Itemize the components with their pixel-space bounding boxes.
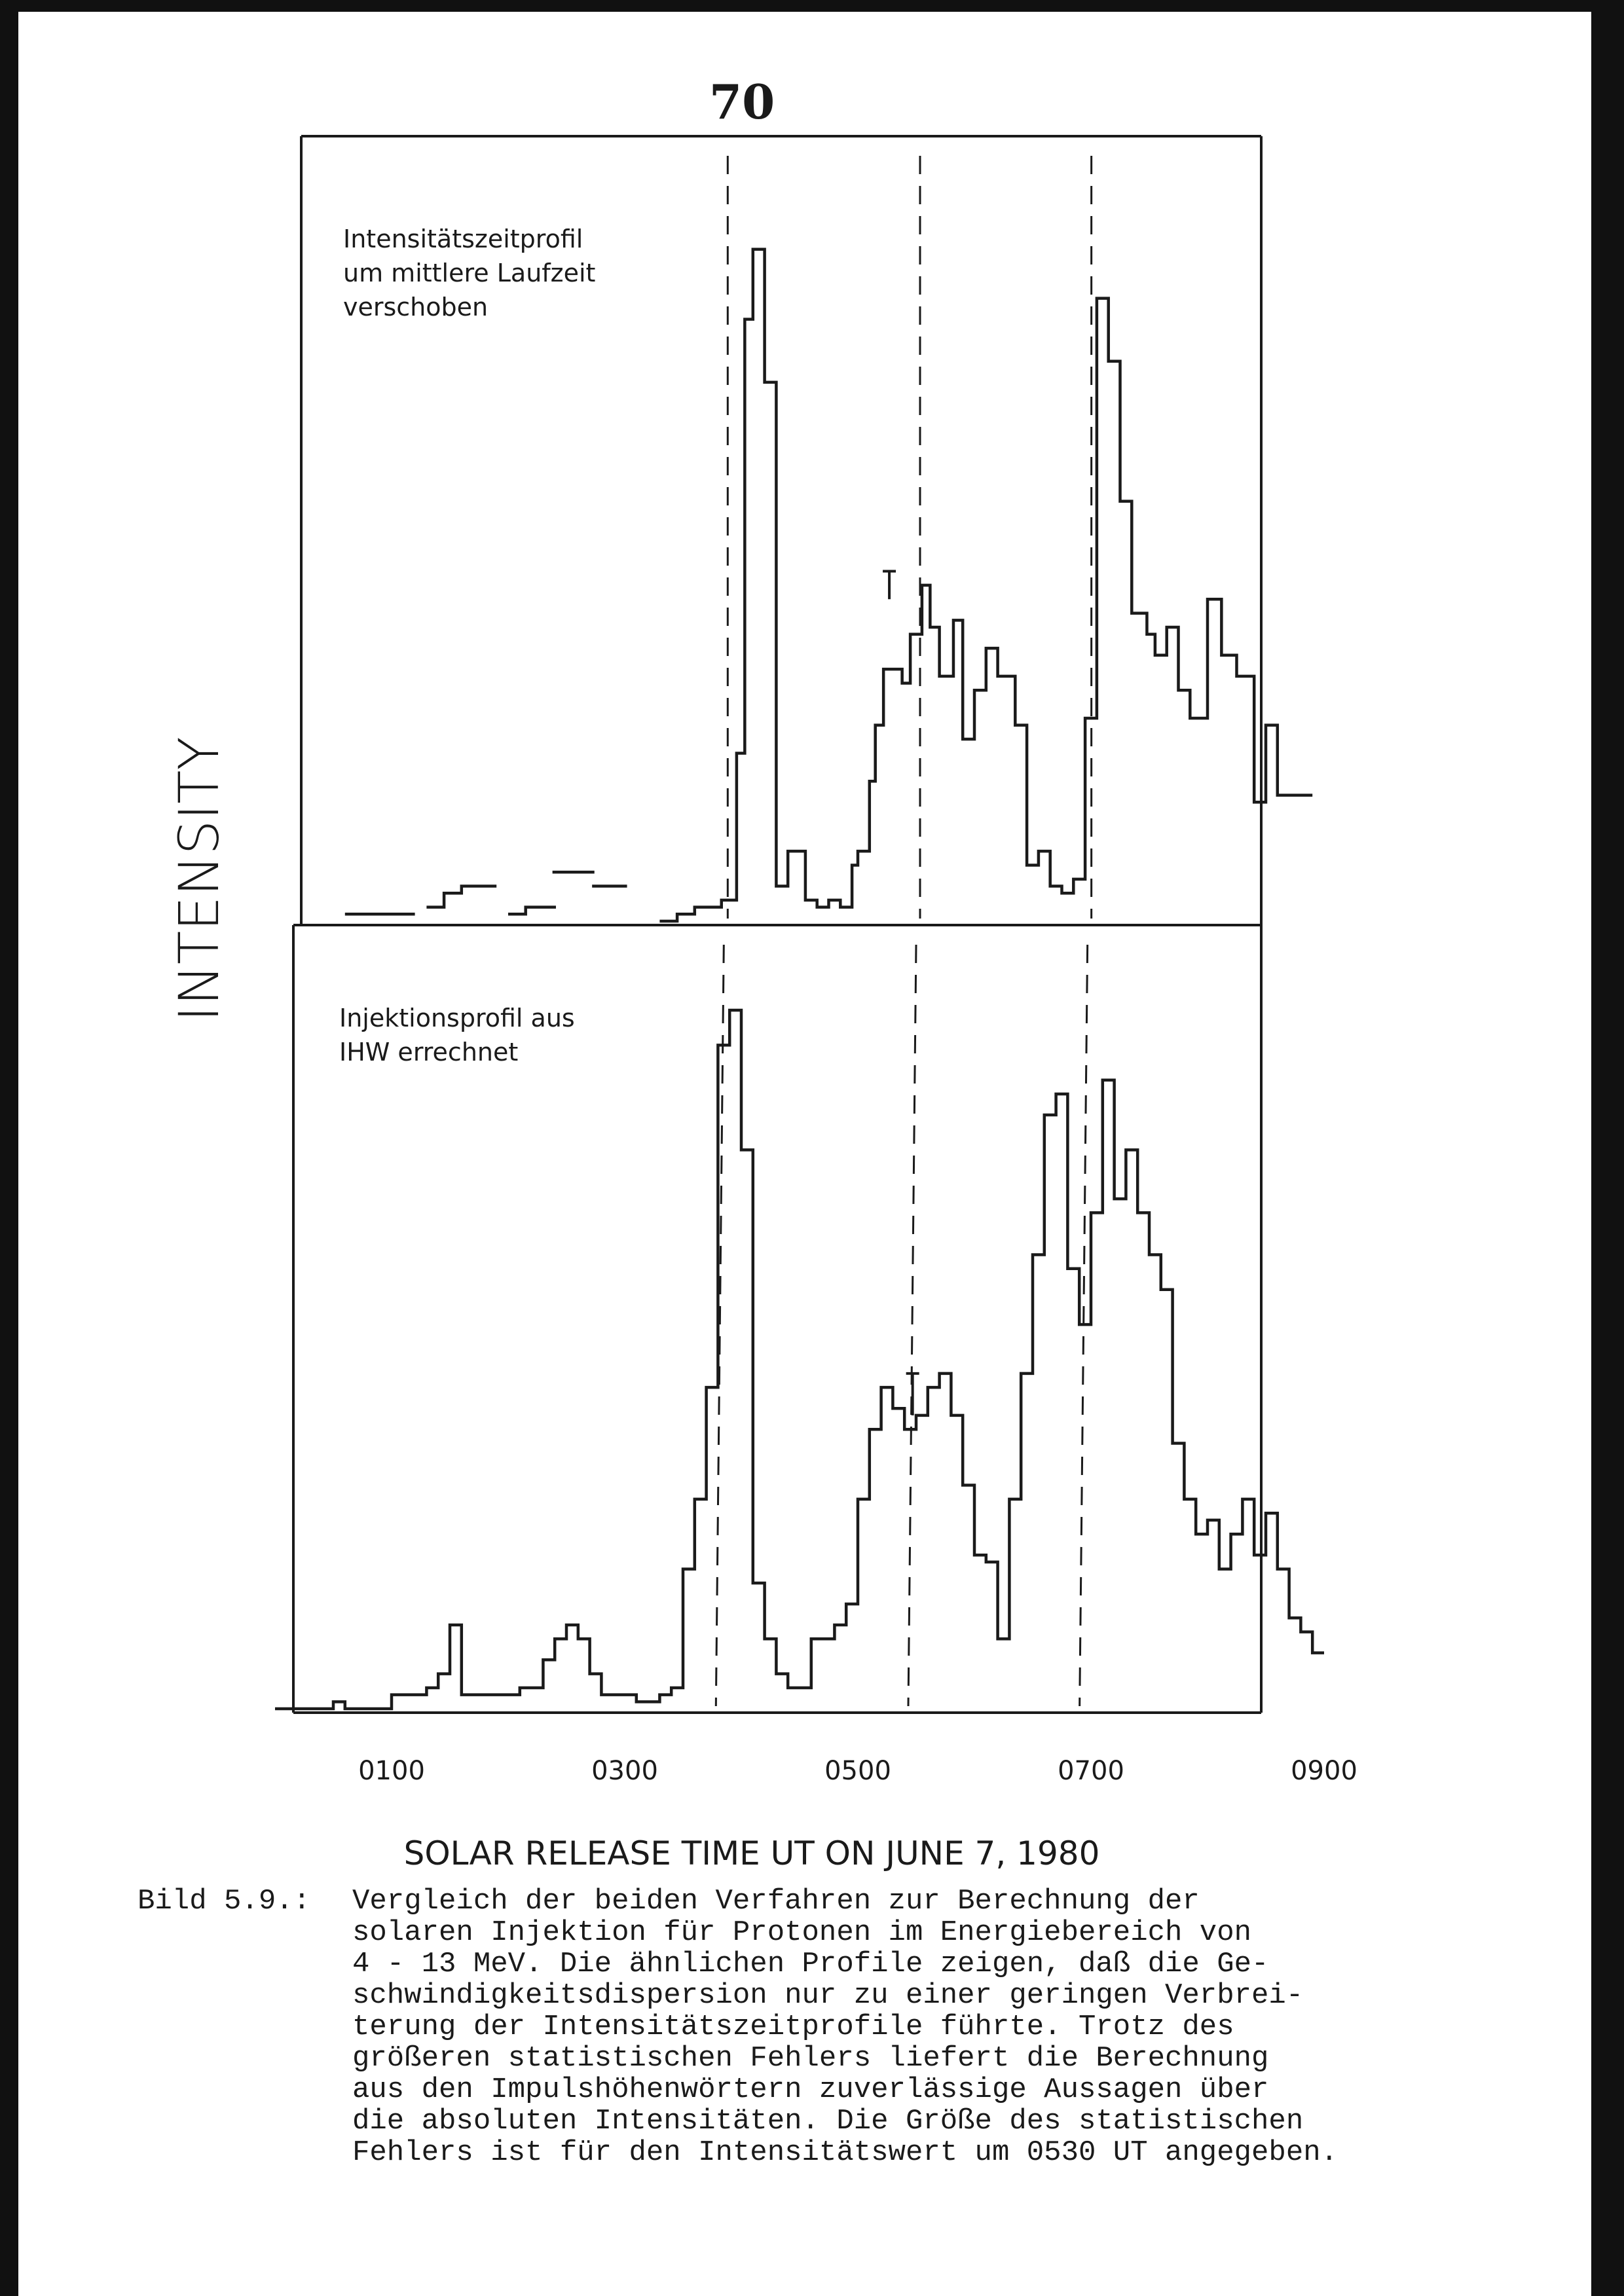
- caption-line-8: die absoluten Intensitäten. Die Größe des statistischen: [352, 2105, 1304, 2138]
- x-tick-label-0100: 0100: [358, 1756, 425, 1786]
- y-axis-title: INTENSITY: [167, 737, 231, 1022]
- caption-line-2: solaren Injektion für Protonen im Energiebereich von: [352, 1916, 1252, 1949]
- caption-line-7: aus den Impulshöhenwörtern zuverlässige Aussagen über: [352, 2073, 1269, 2106]
- reference-line-2-panel-2: [908, 945, 916, 1706]
- panel-2-label-line-2: IHW errechnet: [339, 1038, 519, 1066]
- x-tick-label-0700: 0700: [1058, 1756, 1124, 1786]
- caption-line-3: 4 - 13 MeV. Die ähnlichen Profile zeigen, daß die Ge-: [352, 1948, 1269, 1980]
- panel-1-label-line-1: Intensitätszeitprofil: [343, 225, 583, 253]
- panel-1-series-3: [508, 907, 556, 915]
- panel-1-label-line-3: verschoben: [343, 293, 489, 321]
- panel-1-series-6: [659, 249, 1312, 921]
- panel-1-series-2: [426, 886, 496, 907]
- panel-1-label-line-2: um mittlere Laufzeit: [343, 259, 596, 287]
- x-tick-label-0900: 0900: [1291, 1756, 1357, 1786]
- panel-2-label-line-1: Injektionsprofil aus: [339, 1004, 575, 1032]
- page-number: 70: [709, 74, 775, 130]
- caption-label: Bild 5.9.:: [138, 1885, 311, 1918]
- caption-line-5: terung der Intensitätszeitprofile führte. Trotz des: [352, 2011, 1234, 2043]
- caption-line-6: größeren statistischen Fehlers liefert die Berechnung: [352, 2042, 1269, 2075]
- caption-line-4: schwindigkeitsdispersion nur zu einer geringen Verbrei-: [352, 1979, 1304, 2012]
- document-page: [18, 12, 1591, 2296]
- intensity-chart: [18, 12, 1591, 1871]
- caption-line-9: Fehlers ist für den Intensitätswert um 0530 UT angegeben.: [352, 2136, 1338, 2169]
- x-tick-label-0300: 0300: [591, 1756, 658, 1786]
- panel-2-series-1: [275, 1010, 1324, 1709]
- caption-line-1: Vergleich der beiden Verfahren zur Berechnung der: [352, 1885, 1200, 1918]
- caption-text: [352, 1886, 1338, 2168]
- x-axis-title: SOLAR RELEASE TIME UT ON JUNE 7, 1980: [403, 1834, 1100, 1871]
- x-tick-label-0500: 0500: [824, 1756, 891, 1786]
